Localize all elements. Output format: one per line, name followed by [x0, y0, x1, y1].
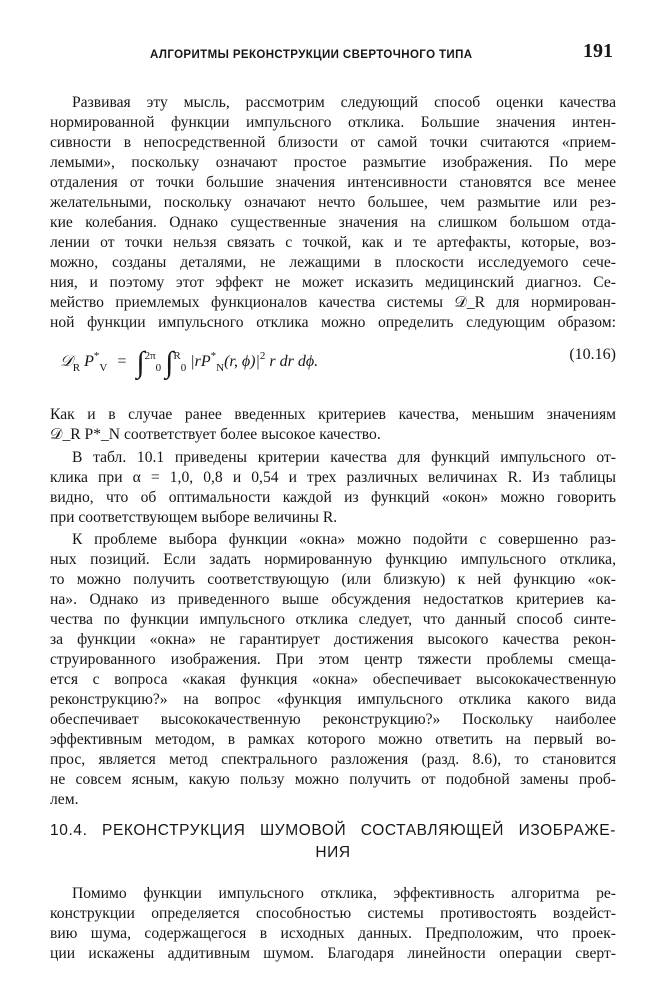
text-line: мейство приемлемых функционалов качества системы 𝒟_R для нормирован- [50, 294, 616, 311]
differentials: r dr dϕ. [269, 353, 319, 370]
upper-limit: R [173, 350, 181, 362]
text-line: вию шума, содержащегося в исходных данных. Предположим, что проек- [50, 925, 616, 942]
text-line: на». Однако из приведенного выше обсуждения недостатков критериев ка- [50, 591, 616, 608]
text-line: лении от точки нельзя связать с точкой, как и те артефакты, которые, воз- [50, 234, 616, 251]
text-line: 𝒟_R P*_N соответствует более высокое качество. [50, 426, 381, 443]
text-line: то можно получить соответствующую (или близкую) к ней функцию «ок- [50, 571, 616, 588]
integrand: |rP [190, 353, 211, 370]
text-line: прос, является метод спектрального разложения (разд. 8.6), то становится [50, 751, 616, 768]
text-line: эффективным методом, в рамках которого можно ответить на первый во- [50, 731, 616, 748]
section-heading-continuation: НИЯ [315, 844, 351, 861]
text-line: ных позиций. Если задать нормированную функцию импульсного отклика, [50, 551, 616, 568]
subscript: N [216, 362, 225, 374]
text-line: ется с вопроса «какая функция «окна» обеспечивает высококачественную [50, 671, 616, 688]
text-line: ной функции импульсного отклика можно определить следующим образом: [50, 314, 616, 331]
text-line: обеспечивает высококачественную реконструкцию?» Поскольку наиболее [50, 711, 616, 728]
equation-number: (10.16) [569, 346, 616, 363]
text-line: желательными, поскольку означают нечто большее, чем размытие или рез- [50, 194, 616, 211]
text-line: реконструкцию?» на вопрос «функция импульсного отклика какого вида [50, 691, 616, 708]
subscript: R [72, 362, 81, 374]
lower-limit: 0 [155, 362, 162, 374]
text-line: В табл. 10.1 приведены критерии качества для функций импульсного от- [72, 449, 616, 466]
text-line: клика при α = 1,0, 0,8 и 0,54 и трех различных величинах R. Из таблицы [50, 469, 616, 486]
integrand-args: (r, ϕ)| [224, 353, 260, 370]
integral-sign: ∫ [136, 346, 145, 379]
text-line: Развивая эту мысль, рассмотрим следующий способ оценки качества [72, 94, 616, 111]
equation-expression [60, 346, 318, 380]
section-heading: 10.4. РЕКОНСТРУКЦИЯ ШУМОВОЙ СОСТАВЛЯЮЩЕЙ ИЗОБРАЖЕ- [50, 822, 616, 839]
text-line: конструкции определяется способностью системы противостоять воздейст- [50, 905, 616, 922]
integral-sign: ∫ [165, 346, 174, 379]
equation-10-16 [60, 336, 616, 386]
lower-limit: 0 [180, 362, 187, 374]
text-line: кие колебания. Однако существенные значения на слишком большом отда- [50, 214, 616, 231]
text-line: лемыми», поскольку означают простое размытие изображения. По мере [50, 154, 616, 171]
text-line: не совсем ясным, какую пользу можно получить от подобной замены проб- [50, 771, 616, 788]
superscript: * [93, 350, 100, 362]
text-line: Помимо функции импульсного отклика, эффективность алгоритма ре- [72, 885, 616, 902]
text-line: ции искажены аддитивным шумом. Благодаря линейности операции сверт- [50, 945, 616, 962]
text-line: К проблеме выбора функции «окна» можно подойти с совершенно раз- [72, 531, 616, 548]
text-line: ния, и поэтому этот эффект не может исказить медицинский диагноз. Се- [50, 274, 616, 291]
text-line: сивности в непосредственной близости от самой точки считаются «прием- [50, 134, 616, 151]
upper-limit: 2π [144, 350, 156, 362]
text-line: лем. [50, 791, 79, 808]
page-number: 191 [583, 40, 613, 62]
text-line: струированного изображения. При этом центр тяжести проблемы смеща- [50, 651, 616, 668]
text-line: за функции «окна» не гарантирует достижения высокого качества рекон- [50, 631, 616, 648]
text-line: чества по функции импульсного отклика следует, что данный способ синте- [50, 611, 616, 628]
text-line: видно, что об оптимальности каждой из функций «окон» можно говорить [50, 489, 616, 506]
functional-symbol: 𝒟 [60, 353, 73, 370]
superscript: * [210, 350, 217, 362]
running-head: АЛГОРИТМЫ РЕКОНСТРУКЦИИ СВЕРТОЧНОГО ТИПА [150, 49, 473, 61]
symbol: P [84, 353, 94, 370]
exponent: 2 [259, 350, 266, 362]
equals-sign: = [117, 353, 127, 370]
text-line: Как и в случае ранее введенных критериев качества, меньшим значениям [50, 406, 616, 423]
text-line: можно, созданы деталями, не лежащими в плоскости исследуемого сече- [50, 254, 616, 271]
text-line: отдаления от точки большие значения интенсивности становятся все менее [50, 174, 616, 191]
subscript: V [99, 362, 108, 374]
text-line: при соответствующем выборе величины R. [50, 509, 338, 526]
text-line: нормированной функции импульсного отклика. Большие значения интен- [50, 114, 616, 131]
